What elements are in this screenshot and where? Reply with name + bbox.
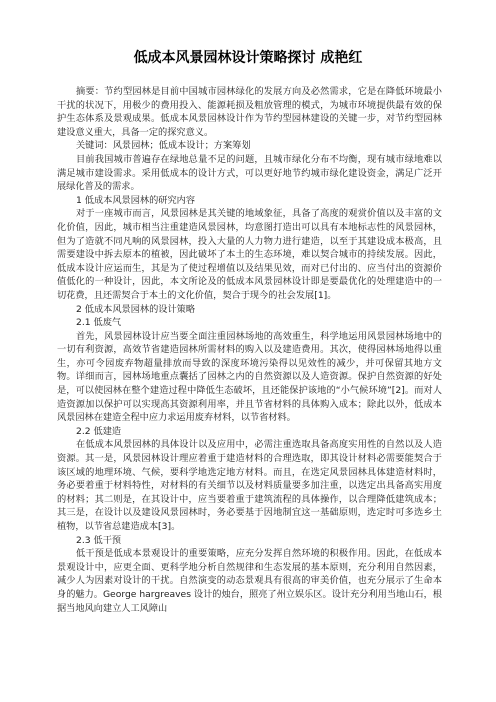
document-title: 低成本风景园林设计策略探讨 成艳红: [133, 50, 363, 66]
abstract-paragraph: 摘要：节约型园林是目前中国城市园林绿化的发展方向及必然需求，它是在降低环境最小干扰的状况下，用极少的费用投入、能源耗损及粗放管理的模式，为城市环境提供最有效的保护生态体系及景观成果。低成本风景园林设计作为节约型园林建设的关键一步，对节约型园林建设意义重大，具备一定的探究意义。: [57, 86, 442, 138]
section-1-paragraph: 对于一座城市而言，风景园林是其关键的地域象征，具备了高度的观赏价值以及丰富的文化价值，因此，城市相当注重建造风景园林，均意图打造出可以具有本地标志性的风景园林，但为了造就不同凡响的风景园林，投入大量的人力物力进行建造，以至于其建设成本极高，且需要建设中拆去原本的植被，因此破坏了本土的生态环境，难以契合城市的持续发展。因此，低成本设计应运而生，其是为了使过程增值以及结果见效，而对已付出的、应当付出的资源价值低化的一种设计，因此，本文所论及的低成本风景园林设计即是要最优化的处理建造中的一切花费，且还需契合于本土的文化价值，契合于现今的社会发展[1]。: [57, 208, 442, 301]
keywords-line: 关键词：风景园林；低成本设计；方案筹划: [76, 140, 251, 152]
section-heading-1: 1 低成本风景园林的研究内容: [76, 194, 196, 206]
section-heading-2: 2 低成本风景园林的设计策略: [76, 303, 196, 315]
subsection-2-3-paragraph: 低干预是低成本景观设计的重要策略，应充分发挥自然环境的积极作用。因此，在低成本景观设计中，应更全面、更科学地分析自然规律和生态发展的基本原则，充分利用自然因素，减少人为因素对设计的干扰。自然演变的动态景观具有很高的审美价值，也充分展示了生命本身的魅力。George hargreaves 设计的烛台，照亮了州立娱乐区。设计充分利用当地山石，根据当地风向建立人工风障山: [57, 548, 442, 614]
subsection-2-1-paragraph: 首先，风景园林设计应当要全面注重园林场地的高效重生，科学地运用风景园林场地中的一切有利资源，高效节省建造园林所需材料的购入以及建造费用。其次，使得园林场地得以重生，亦可令园废弃物超量排放而导致的深度环境污染得以见效性的减少，并可保留其地方文物。详细而言，园林场地重点囊括了园林之内的自然资源以及人造资源。保护自然资源的好处是，可以使园林在整个建造过程中降低生态破坏，且还能保护该地的“小气候环境”[2]。而对人造资源加以保护可以实现高其资源利用率，并且节省材料的具体购入成本；除此以外，低成本风景园林在建造全程中应力求运用废弃材料，以节省材料。: [57, 330, 442, 424]
subsection-heading-2-2: 2.2 低建造: [76, 425, 122, 437]
intro-paragraph: 目前我国城市普遍存在绿地总量不足的问题，且城市绿化分布不均衡，现有城市绿地难以满足城市建设需求。采用低成本的设计方式，可以更好地节约城市绿化建设资金，满足广泛开展绿化普及的需求。: [57, 153, 442, 193]
document-body: [57, 85, 442, 615]
subsection-2-2-paragraph: 在低成本风景园林的具体设计以及应用中，必需注重选取具备高度实用性的自然以及人造资源。其一是，风景园林设计理应着重于建造材料的合理选取，即其设计材料必需要能契合于该区域的地理环境、气候，要科学地选定地方材料。而且，在选定风景园林具体建造材料时，务必要着重于材料特性，对材料的有关细节以及材料质量要多加注重，以选定出具备高实用度的材料；其二则是，在其设计中，应当要着重于建筑流程的具体操作，以合理降低建筑成本；其三是，在设计以及建设风景园林时，务必要基于因地制宜这一基础原则，选定时可多选乡土植物，以节省总建造成本[3]。: [57, 439, 442, 532]
subsection-heading-2-1: 2.1 低废气: [76, 317, 122, 329]
subsection-heading-2-3: 2.3 低干预: [76, 534, 122, 546]
